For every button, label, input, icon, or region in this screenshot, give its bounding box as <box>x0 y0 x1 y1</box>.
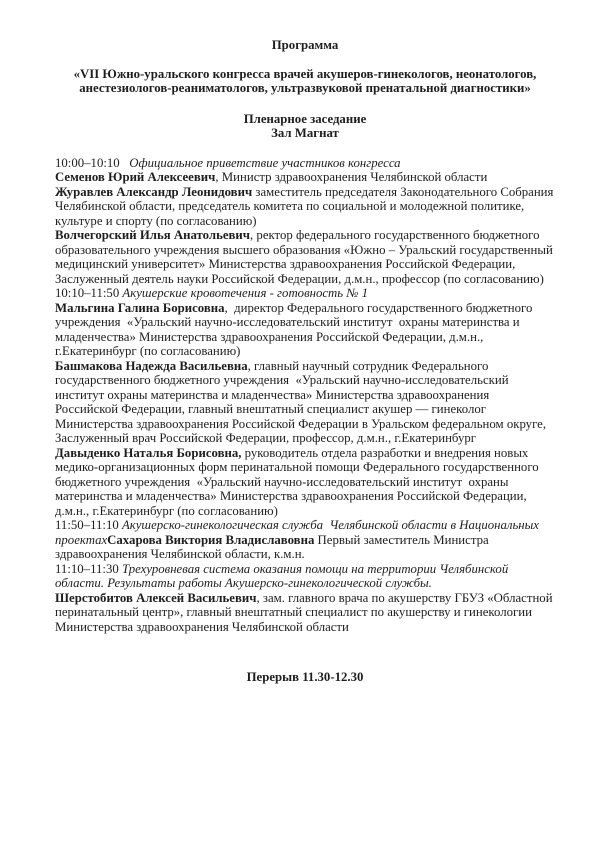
speaker-name: Сахарова Виктория Владиславовна <box>107 532 315 547</box>
page-title: Программа <box>271 38 339 52</box>
speaker-description: , главный научный сотрудник Федерального государственного бюджетного учреждения «Уральский научно-исследовательский институт охраны материнства и младенчества» Министерства здравоохранения Российской Федерации, главный внештатный специалист акушер — гинеколог Министерства здравоохранения Российской Федерации в Уральском федеральном округе, Заслуженный врач Российской Федерации, профессор, д.м.н., г.Екатеринбург <box>55 358 550 445</box>
speaker-paragraph-bashmakova <box>55 359 555 446</box>
speaker-description: руководитель отдела разработки и внедрения новых медико-организационных форм перинатальной помощи Федерального государственного бюджетного учреждения «Уральский научно-исследовательский институт охраны материнства и младенчества» Министерства здравоохранения Российской Федерации, д.м.н., г.Екатеринбург (по согласованию) <box>55 445 542 518</box>
hall-name: Зал Магнат <box>271 126 339 140</box>
speaker-description: , зам. главного врача по акушерству ГБУЗ «Областной перинатальный центр», главный внештатный специалист по акушерству и гинекологии Министерства здравоохранения Челябинской области <box>55 590 556 634</box>
time-range: 10:10–11:50 <box>55 286 123 300</box>
session-title: Пленарное заседание <box>243 111 367 126</box>
agenda-item-three-level-system <box>55 562 555 591</box>
speaker-name: Башмакова Надежда Васильевна <box>55 358 248 373</box>
congress-title: «VII Южно-уральского конгресса врачей акушеров-гинекологов, неонатологов, анестезиологов-реаниматологов, ультразвуковой пренатальной диагностики» <box>73 66 537 95</box>
program-body <box>55 156 555 635</box>
speaker-paragraph-semenov <box>55 170 555 185</box>
speaker-name: Мальгина Галина Борисовна <box>55 300 225 315</box>
speaker-name: Журавлев Александр Леонидович <box>55 184 253 199</box>
topic-title: Акушерские кровотечения - готовность № 1 <box>122 286 368 300</box>
agenda-item-opening-greeting <box>55 156 555 171</box>
speaker-name: Семенов Юрий Алексеевич <box>55 170 216 184</box>
agenda-item-obstetric-bleeding <box>55 286 555 301</box>
speaker-paragraph-volchegorskiy <box>55 228 555 286</box>
topic-title: Акушерско-гинекологическая служба Челябинской области в Национальных проектах <box>55 518 543 547</box>
time-range: 11:50–11:10 <box>55 518 122 532</box>
speaker-paragraph-zhuravlev <box>55 185 555 229</box>
speaker-description: , Министр здравоохранения Челябинской области <box>215 170 488 184</box>
speaker-description: , ректор федерального государственного бюджетного образовательного учреждения высшего образования «Южно – Уральский государственный медицинский университет» Министерства здравоохранения Российской Федерации, Заслуженный деятель науки Российской Федерации, д.м.н., профессор (по согласованию) <box>55 228 557 286</box>
speaker-paragraph-sherstobitov <box>55 591 555 635</box>
speaker-description: , директор Федерального государственного бюджетного учреждения «Уральский научно-исследовательский институт охраны материнства и младенчества» Министерства здравоохранения Российской Федерации, д.м.н., г.Екатеринбург (по согласованию) <box>55 300 536 358</box>
agenda-item-national-projects <box>55 518 555 562</box>
break-announcement: Перерыв 11.30-12.30 <box>246 670 364 684</box>
speaker-name: Давыденко Наталья Борисовна, <box>55 445 242 460</box>
speaker-name: Волчегорский Илья Анатольевич <box>55 228 251 242</box>
time-range: 11:10–11:30 <box>55 561 122 576</box>
speaker-paragraph-malgina <box>55 301 555 359</box>
speaker-description: Первый заместитель Министра здравоохранения Челябинской области, к.м.н. <box>55 532 492 561</box>
topic-title: Трехуровневая система оказания помощи на территории Челябинской области. Результаты работы Акушерско-гинекологической службы. <box>55 561 512 590</box>
speaker-name: Шерстобитов Алексей Васильевич <box>55 590 257 605</box>
speaker-description: заместитель председателя Законодательного Собрания Челябинской области, председатель комитета по социальной и молодежной политике, культуре и спорту (по согласованию) <box>55 184 557 228</box>
topic-title: Официальное приветствие участников конгресса <box>129 155 401 170</box>
time-range: 10:00–10:10 <box>55 155 130 170</box>
speaker-paragraph-davydenko <box>55 446 555 519</box>
